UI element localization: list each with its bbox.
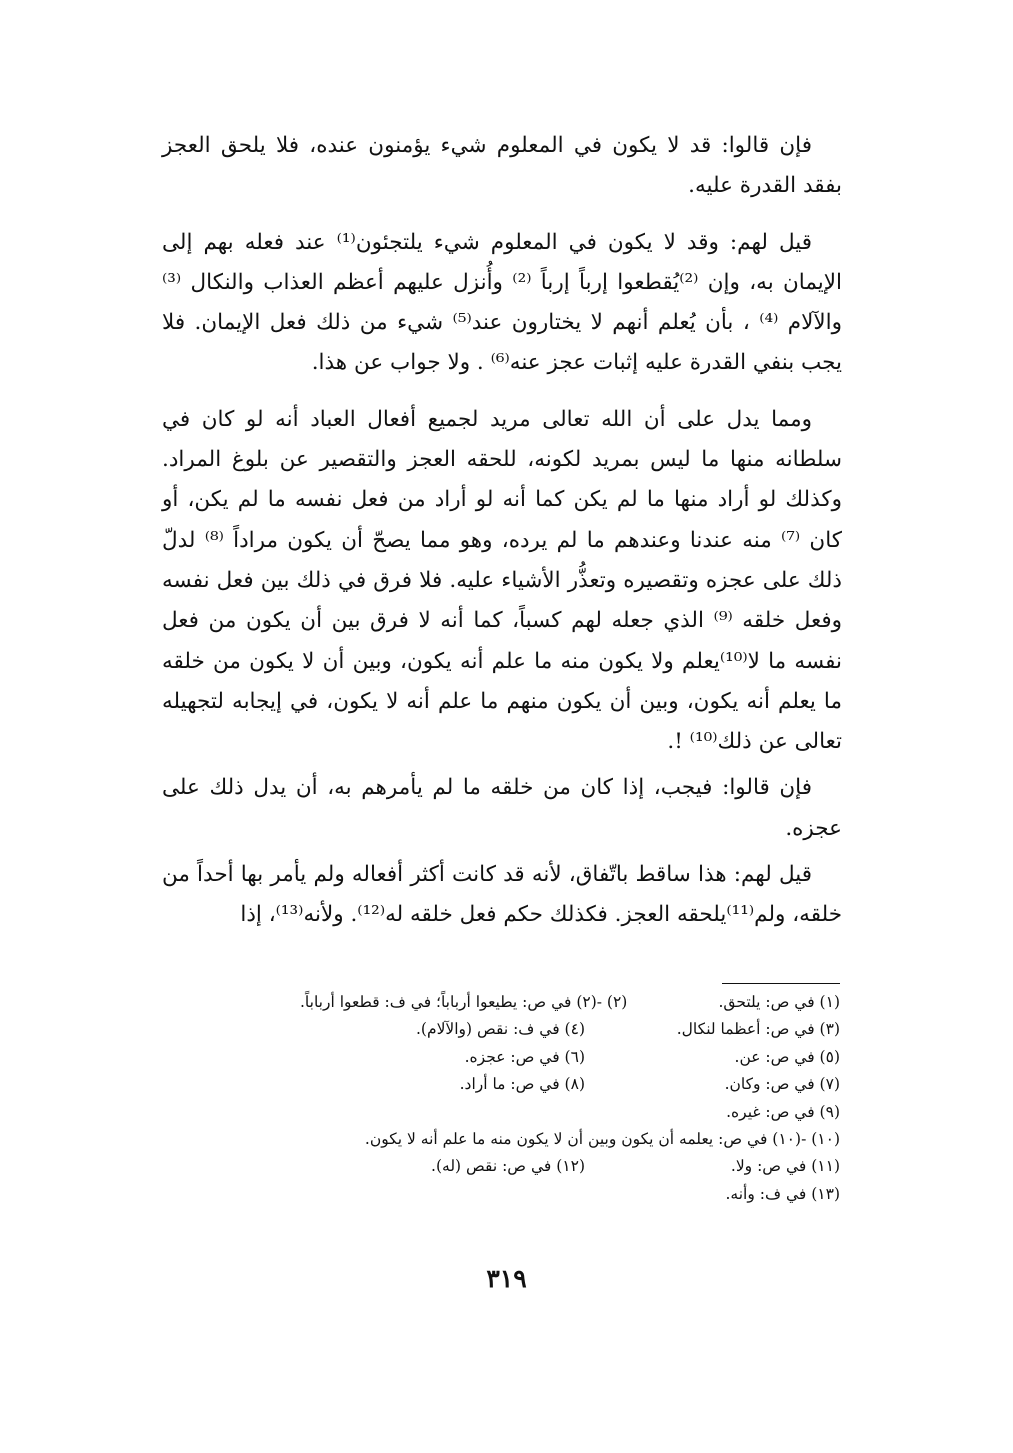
paragraph-text: فإن قالوا: فيجب، إذا كان من خلقه ما لم يأمرهم به، أن يدل ذلك على عجزه. [162,775,842,841]
footnote-divider [722,983,840,984]
footnote: (١١) في ص: ولا. [730,1157,840,1176]
footnote-row [300,1044,840,1071]
footnote-row [300,1016,840,1043]
footnote: (٥) في ص: عن. [734,1047,840,1066]
paragraph-1 [162,126,842,207]
footnote: (٦) في ص: عجزه. [464,1047,585,1066]
footnote-row [300,1181,840,1208]
footnote: (١٠) -(١٠) في ص: يعلمه أن يكون وبين أن لا يكون منه ما علم أنه لا يكون. [364,1130,840,1149]
paragraph-text: ومما يدل على أن الله تعالى مريد لجميع أفعال العباد أنه لو كان في سلطانه منها ما ليس بمريد لكونه، للحقه العجز والتقصير عن بلوغ المراد. وكذلك لو أراد منها ما لم يكن كما أنه لو أراد من فعل نفسه ما لم يكن، أو كان ⁽⁷⁾ منه عندنا وعندهم ما لم يرده، وهو مما يصحّ أن يكون مراداً ⁽⁸⁾ لدلّ ذلك على عجزه وتقصيره وتعذُّر الأشياء عليه. فلا فرق في ذلك بين فعل نفسه وفعل خلقه ⁽⁹⁾ الذي جعله لهم كسباً، كما أنه لا فرق بين أن يكون من فعل نفسه ما لا⁽¹⁰⁾يعلم ولا يكون منه ما علم أنه يكون، وبين أن لا يكون من خلقه ما يعلم أنه يكون، وبين أن يكون منهم ما علم أنه لا يكون، في إيجابه لتجهيله تعالى عن ذلك⁽¹⁰⁾ !. [162,406,843,755]
paragraph-text: فإن قالوا: قد لا يكون في المعلوم شيء يؤمنون عنده، فلا يلحق العجز بفقد القدرة عليه. [162,133,842,199]
footnote: (٧) في ص: وكان. [724,1075,840,1094]
footnotes [300,989,840,1208]
footnote-row [300,1099,840,1126]
footnote: (٣) في ص: أعظما لنكال. [676,1020,840,1039]
paragraph-4 [162,768,842,849]
footnote [300,1099,585,1126]
main-text [162,126,842,936]
page-number: ٣١٩ [486,1264,527,1293]
footnote: (٤) في ف: نقص (والآلام). [416,1020,585,1039]
footnote-row [300,1126,840,1153]
footnote-row [300,1071,840,1098]
footnote-row [300,1153,840,1180]
footnote: (٨) في ص: ما أراد. [459,1075,585,1094]
footnote: (٢) -(٢) في ص: يطيعوا أرباباً؛ في ف: قطعوا أرباباً. [300,993,628,1011]
paragraph-2 [162,223,842,384]
footnote: (١٣) في ف: وأنه. [725,1184,840,1203]
paragraph-text: قيل لهم: هذا ساقط باتّفاق، لأنه قد كانت أكثر أفعاله ولم يأمر بها أحداً من خلقه، ولم⁽¹¹⁾يلحقه العجز. فكذلك حكم فعل خلقه له⁽¹²⁾. ولأنه⁽¹³⁾، إذا [162,862,842,928]
footnote [300,1181,585,1208]
footnote: (٩) في ص: غيره. [726,1102,840,1121]
footnote: (١) في ص: يلتحق. [718,993,840,1011]
paragraph-5 [162,855,842,936]
footnote: (١٢) في ص: نقص (له). [431,1157,585,1176]
paragraph-text: قيل لهم: وقد لا يكون في المعلوم شيء يلتجئون⁽¹⁾ عند فعله بهم إلى الإيمان به، وإن ⁽²⁾يُقطعوا إرباً إرباً ⁽²⁾ وأُنزل عليهم أعظم العذاب والنكال ⁽³⁾ والآلام ⁽⁴⁾ ، بأن يُعلم أنهم لا يختارون عند⁽⁵⁾ شيء من ذلك فعل الإيمان. فلا يجب بنفي القدرة عليه إثبات عجز عنه⁽⁶⁾ . ولا جواب عن هذا. [162,229,842,376]
footnote-row [300,989,840,1016]
paragraph-3 [162,400,842,763]
